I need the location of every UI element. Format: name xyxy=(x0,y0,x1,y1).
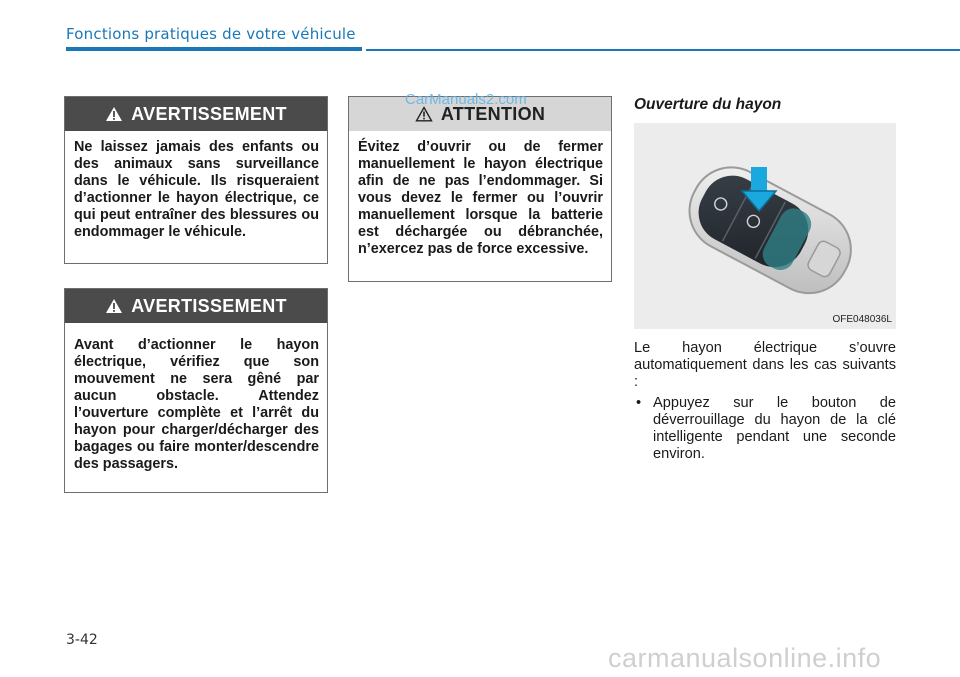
watermark-footer: carmanualsonline.info xyxy=(608,643,882,673)
warning-heading: AVERTISSEMENT xyxy=(131,103,287,124)
bullet-dot: • xyxy=(636,395,642,411)
caution-box xyxy=(348,96,612,282)
warning-body: Avant d’actionner le hayon électrique, vérifiez que son mouvement ne sera gêné par aucun obstacle. Attendez l’ouverture complète et l’arrêt du hayon pour charger/décharger des bagages ou faire monter/descendre des passagers. xyxy=(74,337,319,472)
image-code: OFE048036L xyxy=(832,314,892,325)
header-rule-thin xyxy=(366,49,960,51)
header-rule-thick xyxy=(66,47,362,51)
caution-triangle-icon xyxy=(415,106,433,122)
warning-heading: AVERTISSEMENT xyxy=(131,295,287,316)
section-title: Ouverture du hayon xyxy=(634,96,782,113)
warning-header xyxy=(65,97,327,131)
bullet-text: Appuyez sur le bouton de déverrouillage du hayon de la clé intelligente pendant une seconde environ. xyxy=(653,395,896,462)
warning-triangle-icon xyxy=(105,298,123,314)
page-header-title: Fonctions pratiques de votre véhicule xyxy=(66,25,356,43)
warning-triangle-icon xyxy=(105,106,123,122)
page-number: 3-42 xyxy=(66,632,98,648)
list-item xyxy=(634,395,896,463)
caution-body: Évitez d’ouvrir ou de fermer manuellement le hayon électrique afin de ne pas l’endommager. Si vous devez le fermer ou l’ouvrir manuellement lorsque la batterie est déchargée ou débranchée, n’exercez pas de force excessive. xyxy=(358,139,603,257)
warning-box-obstacle xyxy=(64,288,328,493)
intro-paragraph: Le hayon électrique s’ouvre automatiquement dans les cas suivants : xyxy=(634,340,896,390)
warning-header xyxy=(65,289,327,323)
warning-body: Ne laissez jamais des enfants ou des animaux sans surveillance dans le véhicule. Ils risqueraient d’actionner le hayon électrique, ce qui peut entraîner des blessures ou endommager le véhicule. xyxy=(74,139,319,240)
caution-heading: ATTENTION xyxy=(440,103,546,124)
watermark-carmanuals[interactable]: CarManuals2.com xyxy=(405,91,527,108)
warning-box-children xyxy=(64,96,328,264)
smart-key-image xyxy=(634,123,896,329)
smart-key-illustration xyxy=(634,123,896,329)
